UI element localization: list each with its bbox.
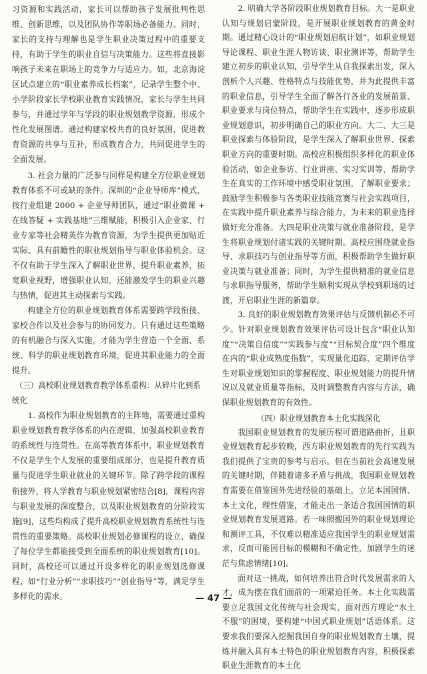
paragraph: 3. 良好的职业规划教育效果评估与反馈机制必不可少。针对职业规划教育效果评估可设计包含“职业认知度”“决策自信度”“实践参与度”“目标契合度”四个维度在内的“职业成熟度指数”，实现量化追踪，定期评估学生对职业规划知识的掌握程度、职业规划能力的提升情况以及就业质量等指标，及时调整教育内容与方法，确保职业规划教育的有效性。 (222, 310, 415, 408)
section-heading: （四）职业规划教育本土化实践深化 (256, 413, 381, 423)
page-number: — 47 — (195, 594, 232, 604)
right-column (222, 2, 415, 674)
paragraph: 我国职业规划教育的发展历程可谓道路曲折，且职业规划教育起步较晚，西方职业规划教育的先行实践为我们提供了宝贵的参考与启示。但在当前社会高速发展的关键时期，伴随着诸多矛盾与挑战，我国职业规划教育需要在借鉴国外先进经验的基础上，立足本国国情、本土文化，理性借鉴，才能走出一条适合我国国情的职业规划教育发展道路。若一味照搬国外的职业规划理论和测评工具，不仅难以精准适应我国学生的职业规划需求，反而可能因目标的模糊和不确定性，加剧学生的迷茫与焦虑情绪[10]。 (222, 427, 415, 569)
paragraph: 构建全方位的职业规划教育体系需要跨学段衔接、家校合作以及社会参与的协同发力。只有通过这些策略的有机融合与深入实施，才能为学生营造一个全面、系统、科学的职业规划教育环境，促进其职业能力的全面提升。 (12, 305, 205, 376)
paragraph: 3. 社会力量的广泛参与同样是构建全方位职业规划教育体系不可或缺的条件。深圳的“企业导师库”模式，按行业组建 2000 + 企业导师团队，通过“职业微课 + 在线答疑 + 实践基地”三维赋能，积极引入企业家、行业专家等社会精英作为教育资源，为学生提供更加贴近实际、具有前瞻性的职业规划指导与职业体验机会。这不仅有助于学生深入了解职业世界，提升职业素养，拓宽职业视野，增强职业认知，还能激发学生的职业兴趣与热情，促进其主动探索与实践。 (12, 170, 205, 300)
paragraph: 面对这一挑战，如何培养出符合时代发展需求的人才，成为摆在我们面前的一项紧迫任务。本土化实践需要立足我国文化传统与社会现实，面对西方理论“水土不服”的困境，要构建“中国式职业规划”话语体系。这要求我们要深入挖掘我国自身的职业规划教育土壤，提炼并融入具有本土特色的职业规划教育内容，积极探索职业生涯教育的本土化 (222, 573, 415, 671)
paragraph: 习资源和实践活动，家长可以帮助孩子发展批判性思维、创新思维，以及团队协作等职场必备能力。同时，家长的支持与理解也是学生职业决策过程中的重要支持，有助于学生的职业自信与决策能力。这些将直接影响孩子未来在职场上的竞争力与适应力。如，北京海淀区试点建立的“职业素养成长档案”，记录学生整个中、小学阶段家长学校职业教育实践情况，家长与学生共同参与，并通过学年与学段的职业规划教学资源，形成个性化发展图谱。通过构建家校共育的良好氛围，促进教育资源的共享与互补，形成教育合力，共同促进学生的全面发展。 (12, 5, 205, 165)
paragraph: 1. 高校作为职业规划教育的主阵地，需要通过重构职业规划教育教学体系的内在逻辑，加强高校职业教育的系统性与连贯性。在高等教育体系中，职业规划教育不仅是学生个人发展的重要组成部分，也是提升教育质量与促进学生职业就业的关键环节。除了跨学段的课程衔接外，将人学教育与职业规划紧密结合[8]，课程内容与职业发展的深度整合，以及职业规划教育的分阶段实施[9]，这些均构成了提升高校职业规划教育系统性与连贯性的重要策略。高校职业规划必修课程的设立，确保了每位学生都能接受到全面系统的职业规划教育[10]。同时，高校还可以通过开设多样化的职业规划选修课程，如“行业分析”“求职技巧”“创业指导”等，满足学生多样化的需求。 (12, 411, 205, 601)
left-column (12, 2, 205, 604)
section-heading: （三）高校职业规划教育教学体系重构：从碎片化到系统化 (12, 381, 201, 406)
paragraph: 2. 明确大学各阶段职业规划教育目标。大一是职业认知与规划启蒙阶段，是开展职业规划教育的黄金时期。通过精心设计的“职业规划启航计划”，如职业规划导论课程、职业生涯人物访谈、职业测评等，帮助学生建立初步的职业认知，引导学生从自我探索出发，深入剖析个人兴趣、性格特点与技能优势，并为此提供丰富的职业信息，引导学生全面了解各行各业的发展前景、职业要求与岗位特点，帮助学生在实践中，逐步形成职业规划意识，初步明确自己的职业方向。大二、大三是职业探索与体验阶段，是学生深入了解职业世界、探索职业方向的重要时期。高校应积极组织多样化的职业体验活动，如企业参访、行业讲座、实习实训等，帮助学生在真实的工作环境中感受职业氛围，了解职业要求；鼓励学生积极参与各类职业技能竞赛与社会实践项目，在实践中提升职业素养与综合能力，为未来的职业选择做好充分准备。大四是职业决策与就业准备阶段，是学生将职业规划付诸实践的关键时期。高校应围绕就业指导、求职技巧与创业指导等方面，积极帮助学生做好职业决策与就业准备；同时，为学生提供精准的就业信息与求职指导服务，帮助学生顺利实现从学校到职场的过渡，开启职业生涯的新篇章。 (222, 4, 415, 305)
